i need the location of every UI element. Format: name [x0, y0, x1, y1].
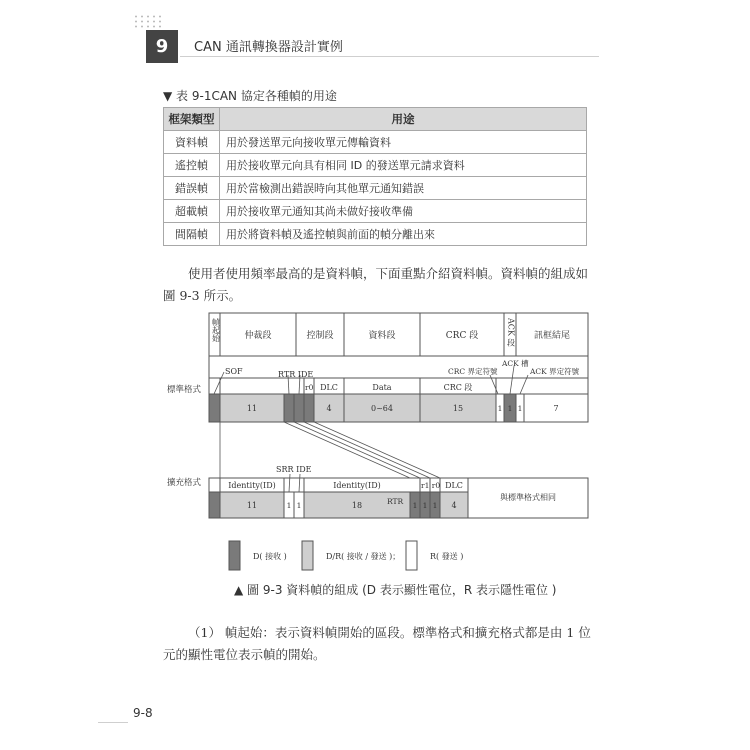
- legend-swatch-dominant: [229, 541, 240, 570]
- ext-rtr-bitcount: 1: [412, 501, 418, 510]
- std-crc-delim-label: CRC 界定符號: [448, 367, 498, 376]
- cell-frame-type: 間隔幀: [164, 223, 220, 246]
- ext-r0-bitcount: 1: [432, 501, 438, 510]
- legend-label-either: D/R( 接收 / 發送 )；: [326, 552, 401, 561]
- body-paragraph-intro: 使用者使用頻率最高的是資料幀，下面重點介紹資料幀。資料幀的組成如圖 9-3 所示。: [163, 266, 589, 303]
- chapter-title: CAN 通訊轉換器設計實例: [194, 40, 343, 55]
- std-crc-delim-bitcount: 1: [497, 404, 503, 413]
- ext-dlc-bitcount: 4: [451, 501, 457, 510]
- cell-frame-use: 用於接收單元通知其尚未做好接收準備: [220, 200, 587, 223]
- ext-dlc-label: DLC: [445, 481, 463, 490]
- std-dlc-bitcount: 4: [326, 404, 332, 413]
- std-rtr-bit: [284, 394, 294, 422]
- cell-frame-type: 資料幀: [164, 131, 220, 154]
- std-eof-bitcount: 7: [553, 404, 559, 413]
- std-rtr-ide-label: RTR IDE: [278, 370, 314, 379]
- column-header-use: 用途: [220, 108, 587, 131]
- ext-srr-bitcount: 1: [286, 501, 292, 510]
- ext-sof-bit: [209, 492, 220, 518]
- ext-rtr-label: RTR: [387, 497, 404, 506]
- segment-label-ack: ACK 段: [506, 318, 516, 347]
- cell-frame-type: 錯誤幀: [164, 177, 220, 200]
- cell-frame-use: 用於發送單元向接收單元傳輸資料: [220, 131, 587, 154]
- ext-id1-bitcount: 11: [246, 501, 258, 510]
- segment-label-eof: 訊框結尾: [533, 331, 571, 341]
- standard-format-label: 標準格式: [167, 385, 202, 395]
- legend-swatch-either: [302, 541, 313, 570]
- column-header-type: 框架類型: [164, 108, 220, 131]
- legend-swatch-recessive: [406, 541, 417, 570]
- std-r0-label: r0: [305, 383, 314, 392]
- extended-format-label: 擴充格式: [167, 478, 202, 488]
- chapter-number-badge: 9: [146, 30, 178, 63]
- cell-frame-use: 用於當檢測出錯誤時向其他單元通知錯誤: [220, 177, 587, 200]
- std-ide-bit: [294, 394, 304, 422]
- table-caption: ▼ 表 9-1CAN 協定各種幀的用途: [163, 89, 337, 103]
- std-crc-label: CRC 段: [443, 383, 473, 392]
- legend-label-recessive: R( 發送 ): [430, 552, 464, 561]
- ext-r1r0-label: r1 r0: [421, 481, 441, 490]
- ext-id2-bitcount: 18: [351, 501, 363, 510]
- cell-frame-type: 超載幀: [164, 200, 220, 223]
- segment-label-data: 資料段: [368, 331, 396, 341]
- std-ack-delim-label: ACK 界定符號: [530, 367, 580, 376]
- standard-label-row: [209, 378, 588, 394]
- ext-srr-ide-label: SRR IDE: [276, 465, 312, 474]
- ext-id2-label: Identity(ID): [333, 481, 381, 490]
- segment-label-start: 幀起始: [211, 318, 221, 342]
- ext-ide-bitcount: 1: [296, 501, 302, 510]
- std-ack-slot-label: ACK 槽: [502, 359, 529, 368]
- std-sof-bit: [209, 394, 220, 422]
- ext-id1-label: Identity(ID): [228, 481, 276, 490]
- std-id-bitcount: 11: [246, 404, 258, 413]
- ext-same-as-std-text: 與標準格式相同: [500, 493, 556, 502]
- segment-label-arbitration: 仲裁段: [244, 331, 272, 341]
- cell-frame-use: 用於將資料幀及遙控幀與前面的幀分離出來: [220, 223, 587, 246]
- std-sof-label: SOF: [225, 367, 243, 376]
- std-ack-delim-bitcount: 1: [517, 404, 523, 413]
- std-crc-bitcount: 15: [452, 404, 464, 413]
- ext-r1-bitcount: 1: [422, 501, 428, 510]
- legend-label-dominant: D( 接收 ): [253, 552, 287, 561]
- figure-caption: ▲ 圖 9-3 資料幀的組成 (D 表示顯性電位，R 表示隱性電位 ): [234, 583, 557, 597]
- segment-label-control: 控制段: [306, 331, 334, 341]
- segment-label-crc: CRC 段: [445, 331, 479, 341]
- std-ack-slot-bitcount: 1: [507, 404, 513, 413]
- body-paragraph-sof: （1） 幀起始：表示資料幀開始的區段。標準格式和擴充格式都是由 1 位元的顯性電位表示幀的開始。: [163, 625, 591, 662]
- std-data-label: Data: [372, 383, 392, 392]
- std-dlc-label: DLC: [320, 383, 338, 392]
- footer-divider: [98, 722, 128, 723]
- std-data-bitcount: 0~64: [371, 404, 393, 413]
- cell-frame-type: 遙控幀: [164, 154, 220, 177]
- page-number: 9-8: [133, 706, 153, 720]
- cell-frame-use: 用於接收單元向具有相同 ID 的發送單元請求資料: [220, 154, 587, 177]
- std-r0-bit: [304, 394, 314, 422]
